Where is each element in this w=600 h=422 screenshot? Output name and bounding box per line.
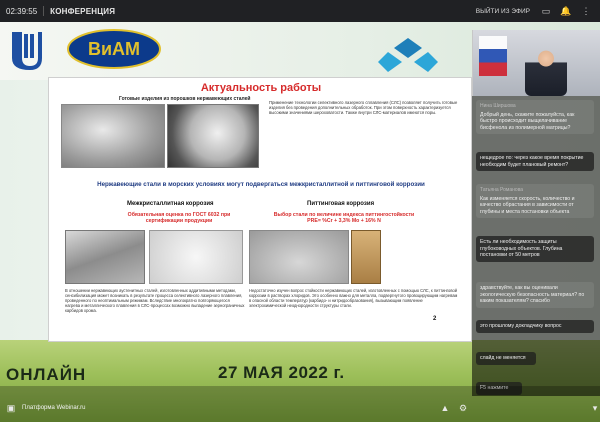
chat-text: Добрый день, скажите пожалуйста, как быстро происходит выщелачивание бисфенола из полимерной матрицы? [480, 111, 575, 131]
diamond-logo [378, 36, 438, 74]
online-label: ОНЛАЙН [6, 365, 87, 384]
settings-icon[interactable]: ⚙ [458, 402, 468, 413]
slide-headline: Нержавеющие стали в морских условиях могут подвергаться межкристаллитной и питтинговой коррозии [97, 181, 425, 188]
speaker-camera [472, 30, 600, 96]
bell-icon[interactable]: 🔔 [560, 5, 572, 16]
menu-icon[interactable]: ⋮ [581, 5, 591, 16]
slide-subtitle: Готовые изделия из порошков нержавеющих сталей [119, 96, 251, 102]
svg-text:ВиАМ: ВиАМ [87, 39, 141, 59]
pre-index-requirement: Выбор стали по величине индекса питтингостойкости PRE= %Cr + 3,3% Mo + 16% N [273, 212, 415, 224]
speaker-avatar [525, 44, 567, 96]
chat-scroll-down-icon[interactable]: ▾ [592, 402, 598, 413]
slide-paragraph-right: Недостаточно изучен вопрос стойкости нержавеющих сталей, изготовленных с помощью СЛС, к питтинговой коррозии в растворах хлоридов. Это особенно важно для металла, подвергнутого провоцирующим нагревам в опасной области температур (карбидо- и нитридообразования), вызывающим появление электрохимической неоднородности структуры стали. [249, 288, 458, 308]
chat-author: Нина Ширшова [480, 103, 516, 109]
chat-text: это прошлому докладчику вопрос [480, 323, 562, 329]
chat-message [476, 236, 594, 262]
chat-text: нещедрое по: через какое время покрытие необходим будет плановый ремонт? [480, 155, 584, 168]
chat-text: Как изменяется скорость, количество и качество обрастания в зависимости от глубины и места постановки объекта [480, 195, 575, 215]
conference-title: КОНФЕРЕНЦИЯ [50, 6, 116, 16]
topbar-actions [476, 0, 600, 22]
col-head-pitting: Питтинговая коррозия [307, 201, 375, 207]
slide-paragraph-top: Применение технологии селективного лазерного сплавления (СЛС) позволяет получить готовые изделия без проведения дополнительных обработок. При этом поверхность характеризуется высокими значениями шероховатости. Также внутри СЛС-материалов имеются поры. [269, 100, 458, 115]
platform-label: Платформа Webinar.ru [22, 405, 86, 411]
bottom-bar [0, 386, 600, 422]
top-bar [0, 0, 600, 22]
session-timer: 02:39:55 [6, 6, 38, 16]
slide-paragraph-left: В отношении нержавеющих аустенитных сталей, изготовленных аддитивными методами, сенсибилизация может возникать в результате процесса селективного лазерного плавления, проведенного по неоптимальным режимам. Вследствие многократно повторяющегося нагрева и металлического плавления в СЛС-процессах возможно выпадение зернограничных карбидов хрома. [65, 288, 245, 313]
slide-photo-micro-1 [149, 230, 243, 284]
slide-title: Актуальность работы [200, 82, 322, 94]
chat-author: Татьяна Романова [480, 187, 524, 193]
chat-text: Есть ли необходимость защиты глубоководных объектов. Глубина постановки от 50 метров [480, 239, 563, 259]
chat-message [476, 282, 594, 308]
event-date: 27 МАЯ 2022 г. [218, 363, 345, 382]
chat-panel[interactable] [472, 96, 600, 396]
chat-text: здравствуйте, как вы оценивали экологическую безопасность материал? по каким показателям? спасибо [480, 285, 585, 305]
viam-logo [66, 28, 162, 70]
chat-message [476, 352, 536, 365]
camera-flag [479, 36, 507, 76]
chat-text: слайд не меняется [480, 355, 526, 361]
slide-photo-part-2 [167, 104, 259, 168]
chat-icon[interactable]: ▭ [541, 5, 551, 16]
gost-requirement: Обязательная оценка по ГОСТ 6032 при сертификации продукции [127, 212, 231, 224]
slide-photo-pit [351, 230, 381, 284]
col-head-intergranular: Межкристаллитная коррозия [127, 201, 214, 207]
slide-page-number: 2 [433, 316, 437, 322]
slide-photo-micro-2 [249, 230, 349, 284]
academy-logo [6, 28, 46, 70]
slide-photo-sample [65, 230, 145, 284]
chat-message [476, 320, 594, 333]
chat-message [476, 100, 594, 134]
slide-photo-part-1 [61, 104, 165, 168]
presentation-slide [48, 77, 472, 342]
raise-hand-icon[interactable]: ▲ [440, 403, 450, 413]
chat-message [476, 152, 594, 171]
chat-text: F5 нажмите [480, 385, 509, 391]
exit-broadcast-button[interactable]: ВЫЙТИ ИЗ ЭФИР [475, 7, 530, 15]
platform-icon: ▣ [6, 402, 16, 413]
topbar-separator [43, 6, 44, 16]
chat-message [476, 184, 594, 218]
